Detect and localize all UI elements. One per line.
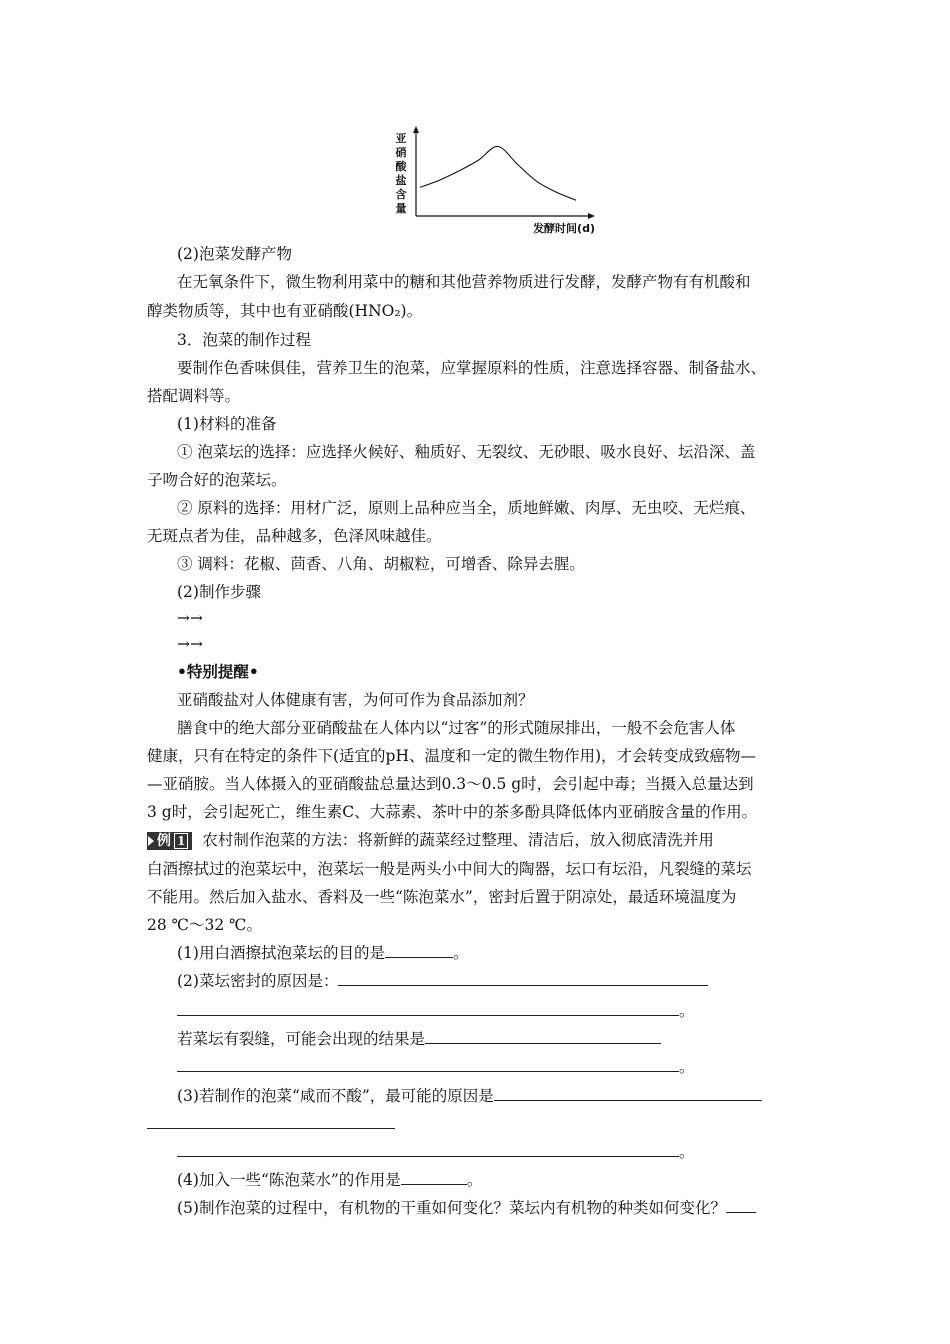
y-axis-label-char: 量 [395,202,407,215]
paragraph-line: 在无氧条件下，微生物利用菜中的糖和其他营养物质进行发酵，发酵产物有有机酸和 [177,273,751,291]
y-axis-arrow [413,126,419,133]
subsection-title-steps: (2)制作步骤 [177,583,261,601]
question-2-text: (2)菜坛密封的原因是： [177,972,339,990]
question-punct: 。 [679,1002,695,1020]
y-axis-label-char: 盐 [395,174,407,187]
section-title-process: 3．泡菜的制作过程 [177,331,311,349]
y-axis-label-char: 亚 [395,132,407,145]
question-1 [177,943,468,963]
subsection-title-materials: (1)材料的准备 [177,415,277,433]
question-5 [177,1198,756,1218]
question-3-continued [147,1114,395,1134]
question-punct: 。 [679,1143,695,1161]
paragraph-line: 膳食中的绝大部分亚硝酸盐在人体内以“过客”的形式随尿排出，一般不会危害人体 [177,719,736,737]
answer-blank-3a[interactable] [494,1086,762,1101]
answer-blank-1[interactable] [385,943,453,958]
paragraph-line: ① 泡菜坛的选择：应选择火候好、釉质好、无裂纹、无砂眼、吸水良好、坛沿深、盖 [177,443,756,461]
question-1-text: (1)用白酒擦拭泡菜坛的目的是 [177,944,385,962]
question-2-continued [177,1001,695,1021]
answer-blank-3b[interactable] [147,1114,395,1129]
paragraph-line: 不能用。然后加入盐水、香料及一些“陈泡菜水”，密封后置于阴凉处，最适环境温度为 [147,888,737,906]
answer-blank-3c[interactable] [177,1142,679,1157]
paragraph-line: 要制作色香味俱佳，营养卫生的泡菜，应掌握原料的性质，注意选择容器、制备盐水、 [177,359,767,377]
paragraph-line: 搭配调料等。 [147,387,241,405]
question-punct: 。 [679,1058,695,1076]
question-punct: 。 [452,944,469,962]
paragraph-line: 3 g时，会引起死亡，维生素C、大蒜素、茶叶中的茶多酚具降低体内亚硝胺含量的作用。 [147,803,758,821]
paragraph-line: 28 ℃～32 ℃。 [147,916,262,934]
paragraph-line: 健康，只有在特定的条件下(适宜的pH、温度和一定的微生物作用)，才会转变成致癌物— [147,747,757,765]
paragraph-line: —亚硝胺。当人体摄入的亚硝酸盐总量达到0.3～0.5 g时，会引起中毒；当摄入总量达到 [147,775,754,793]
answer-blank-2c[interactable] [425,1029,661,1044]
series-line-nitrite [420,146,576,200]
paragraph-line: ③ 调料：花椒、茴香、八角、胡椒粒，可增香、除异去腥。 [177,555,585,573]
tip-question: 亚硝酸盐对人体健康有害，为何可作为食品添加剂？ [177,691,534,709]
tip-heading: •特别提醒• [177,662,259,681]
y-axis-label-char: 酸 [395,160,407,173]
question-5-text: (5)制作泡菜的过程中，有机物的干重如何变化？菜坛内有机物的种类如何变化？ [177,1199,726,1217]
steps-arrows: →→ [177,635,203,653]
example-first-line [147,830,714,850]
question-4-text: (4)加入一些“陈泡菜水”的作用是 [177,1171,401,1189]
paragraph-line: ② 原料的选择：用材广泛，原则上品种应当全，质地鲜嫩、肉厚、无虫咬、无烂痕、 [177,499,756,517]
answer-blank-2b[interactable] [177,1001,679,1016]
paragraph-line: 子吻合好的泡菜坛。 [147,471,287,489]
subsection-title-products: (2)泡菜发酵产物 [177,245,292,263]
question-2-extra-continued [177,1057,695,1077]
paragraph-line: 白酒擦拭过的泡菜坛中，泡菜坛一般是两头小中间大的陶器，坛口有坛沿，凡裂缝的菜坛 [147,860,752,878]
example-badge-number: 1 [174,833,188,849]
question-2-extra [177,1029,661,1049]
paragraph-line: 无斑点者为佳，品种越多，色泽风味越佳。 [147,527,442,545]
question-4 [177,1170,482,1190]
paragraph-line: 醇类物质等，其中也有亚硝酸(HNO₂)。 [147,302,423,320]
example-badge [147,832,192,850]
answer-blank-4[interactable] [401,1170,467,1185]
y-axis-label-char: 含 [395,188,407,201]
y-axis-label-char: 硝 [395,146,407,159]
answer-blank-5[interactable] [726,1198,756,1213]
y-axis-label [395,131,408,215]
question-3-continued [177,1142,695,1162]
steps-arrows: →→ [177,609,203,627]
question-2-extra-text: 若菜坛有裂缝，可能会出现的结果是 [177,1030,426,1048]
answer-blank-2d[interactable] [177,1057,679,1072]
x-axis-label: 发酵时间(d) [533,222,595,235]
question-3-text: (3)若制作的泡菜“咸而不酸”，最可能的原因是 [177,1087,494,1105]
answer-blank-2a[interactable] [338,971,708,986]
triangle-icon [148,836,154,846]
x-axis-arrow [588,213,595,219]
nitrite-chart [390,124,600,238]
example-badge-label: 例 [157,833,171,849]
question-punct: 。 [466,1171,483,1189]
question-3 [177,1086,762,1106]
question-2 [177,971,708,991]
paragraph-line: 农村制作泡菜的方法：将新鲜的蔬菜经过整理、清洁后，放入彻底清洗并用 [202,831,714,849]
